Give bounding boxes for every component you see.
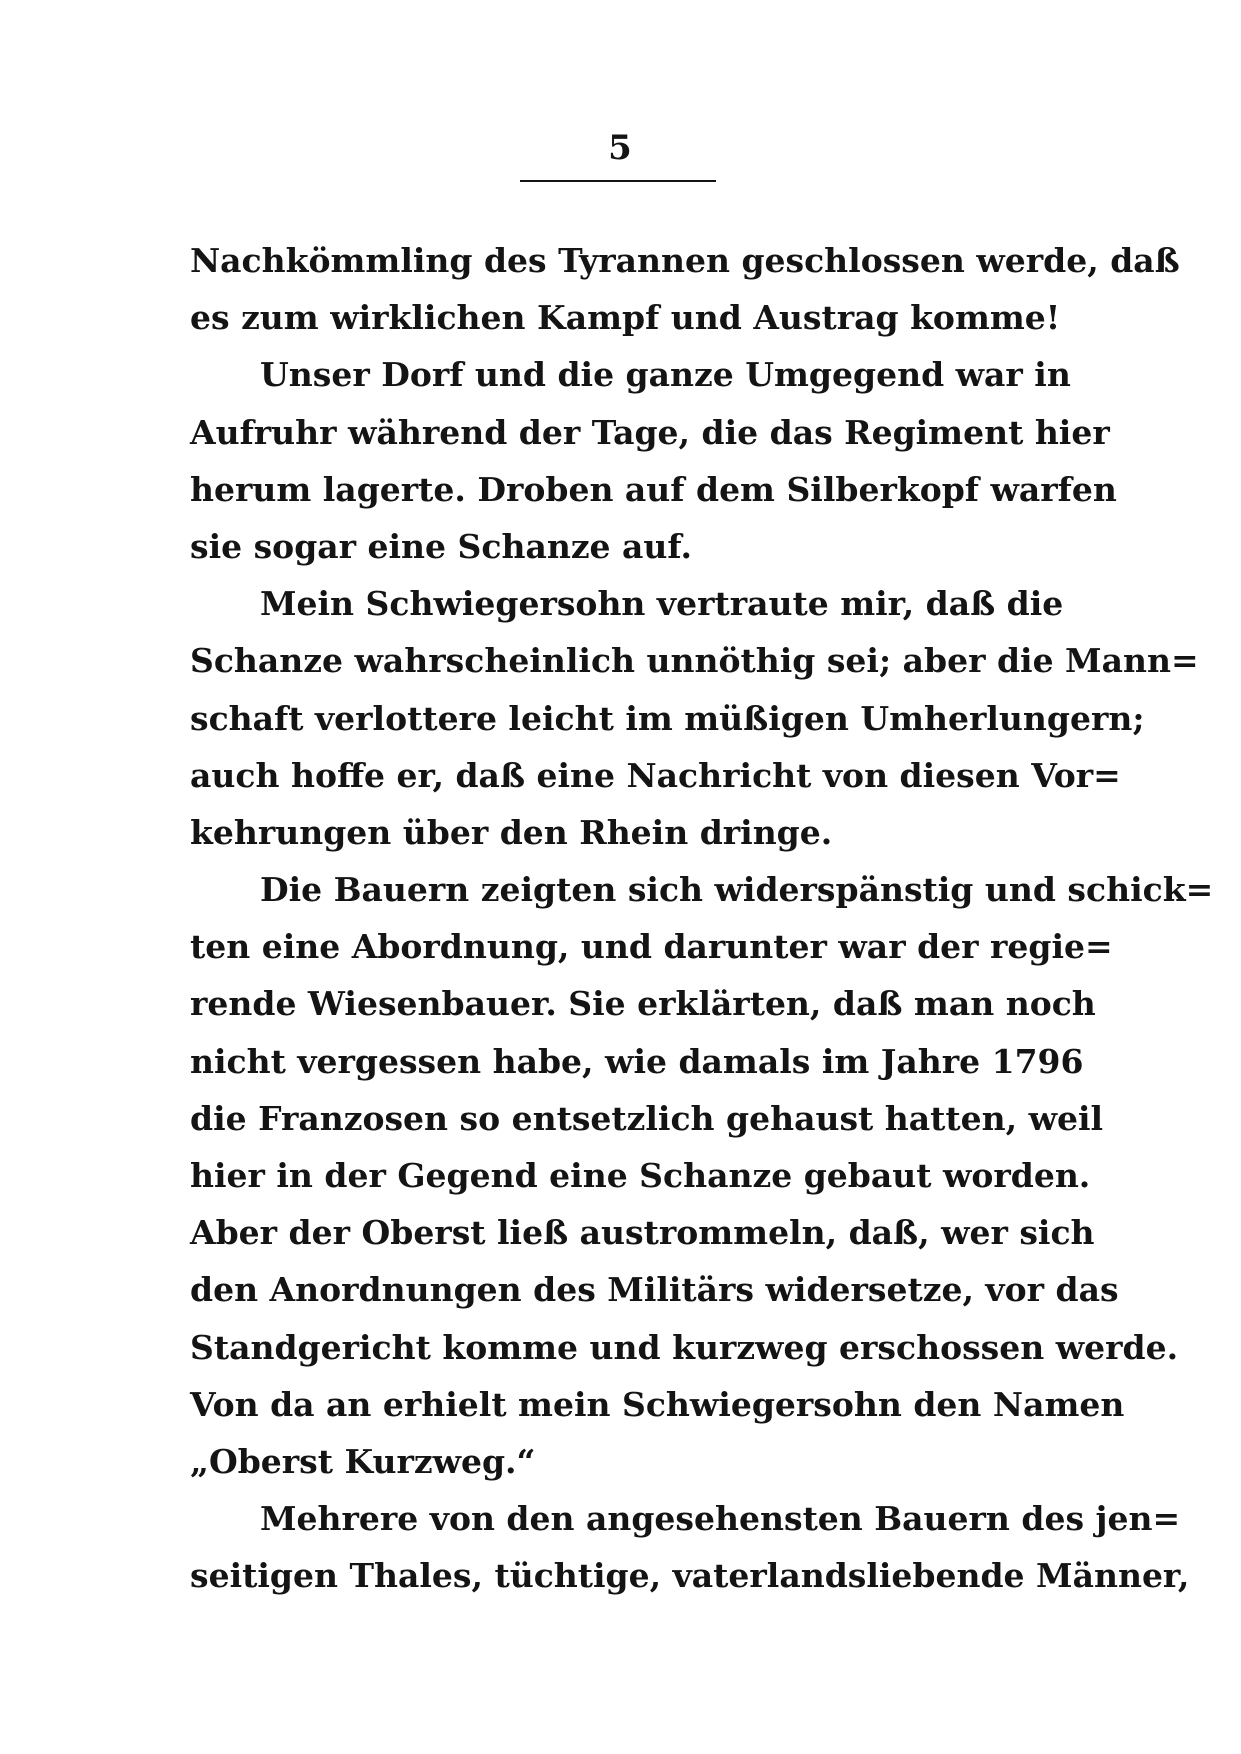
text-line: Schanze wahrscheinlich unnöthig sei; aber die Mann= [190, 641, 1199, 681]
text-line: Von da an erhielt mein Schwiegersohn den Namen [190, 1384, 1125, 1424]
text-line: sie sogar eine Schanze auf. [190, 526, 692, 566]
text-line: nicht vergessen habe, wie damals im Jahre 1796 [190, 1041, 1084, 1081]
text-line: Unser Dorf und die ganze Umgegend war in [260, 355, 1071, 395]
text-line: Aufruhr während der Tage, die das Regiment hier [190, 412, 1110, 452]
text-line: hier in der Gegend eine Schanze gebaut worden. [190, 1156, 1091, 1195]
text-line: „Oberst Kurzweg.“ [190, 1441, 536, 1481]
text-line: Mehrere von den angesehensten Bauern des jen= [260, 1499, 1181, 1539]
text-line: schaft verlottere leicht im müßigen Umherlungern; [190, 698, 1145, 738]
text-line: es zum wirklichen Kampf und Austrag komme! [190, 298, 1061, 338]
text-line: Die Bauern zeigten sich widerspänstig und schick= [260, 870, 1214, 910]
text-line: Aber der Oberst ließ austrommeln, daß, wer sich [190, 1213, 1095, 1253]
text-line: Nachkömmling des Tyrannen geschlossen werde, daß [190, 241, 1180, 280]
text-line: auch hoffe er, daß eine Nachricht von diesen Vor= [190, 755, 1121, 795]
text-line: den Anordnungen des Militärs widersetze, vor das [190, 1270, 1119, 1310]
text-line: ten eine Abordnung, und darunter war der regie= [190, 927, 1113, 967]
text-line: rende Wiesenbauer. Sie erklärten, daß man noch [190, 984, 1096, 1024]
body-text [190, 232, 1214, 1605]
page-number: 5 [608, 128, 632, 168]
text-line: herum lagerte. Droben auf dem Silberkopf warfen [190, 469, 1117, 509]
text-line: seitigen Thales, tüchtige, vaterlandsliebende Männer, [190, 1556, 1190, 1596]
header-rule [520, 180, 716, 182]
text-line: Standgericht komme und kurzweg erschossen werde. [190, 1327, 1179, 1367]
text-line: die Franzosen so entsetzlich gehaust hatten, weil [190, 1098, 1104, 1138]
text-line: kehrungen über den Rhein dringe. [190, 812, 833, 852]
text-line: Mein Schwiegersohn vertraute mir, daß die [260, 584, 1064, 624]
